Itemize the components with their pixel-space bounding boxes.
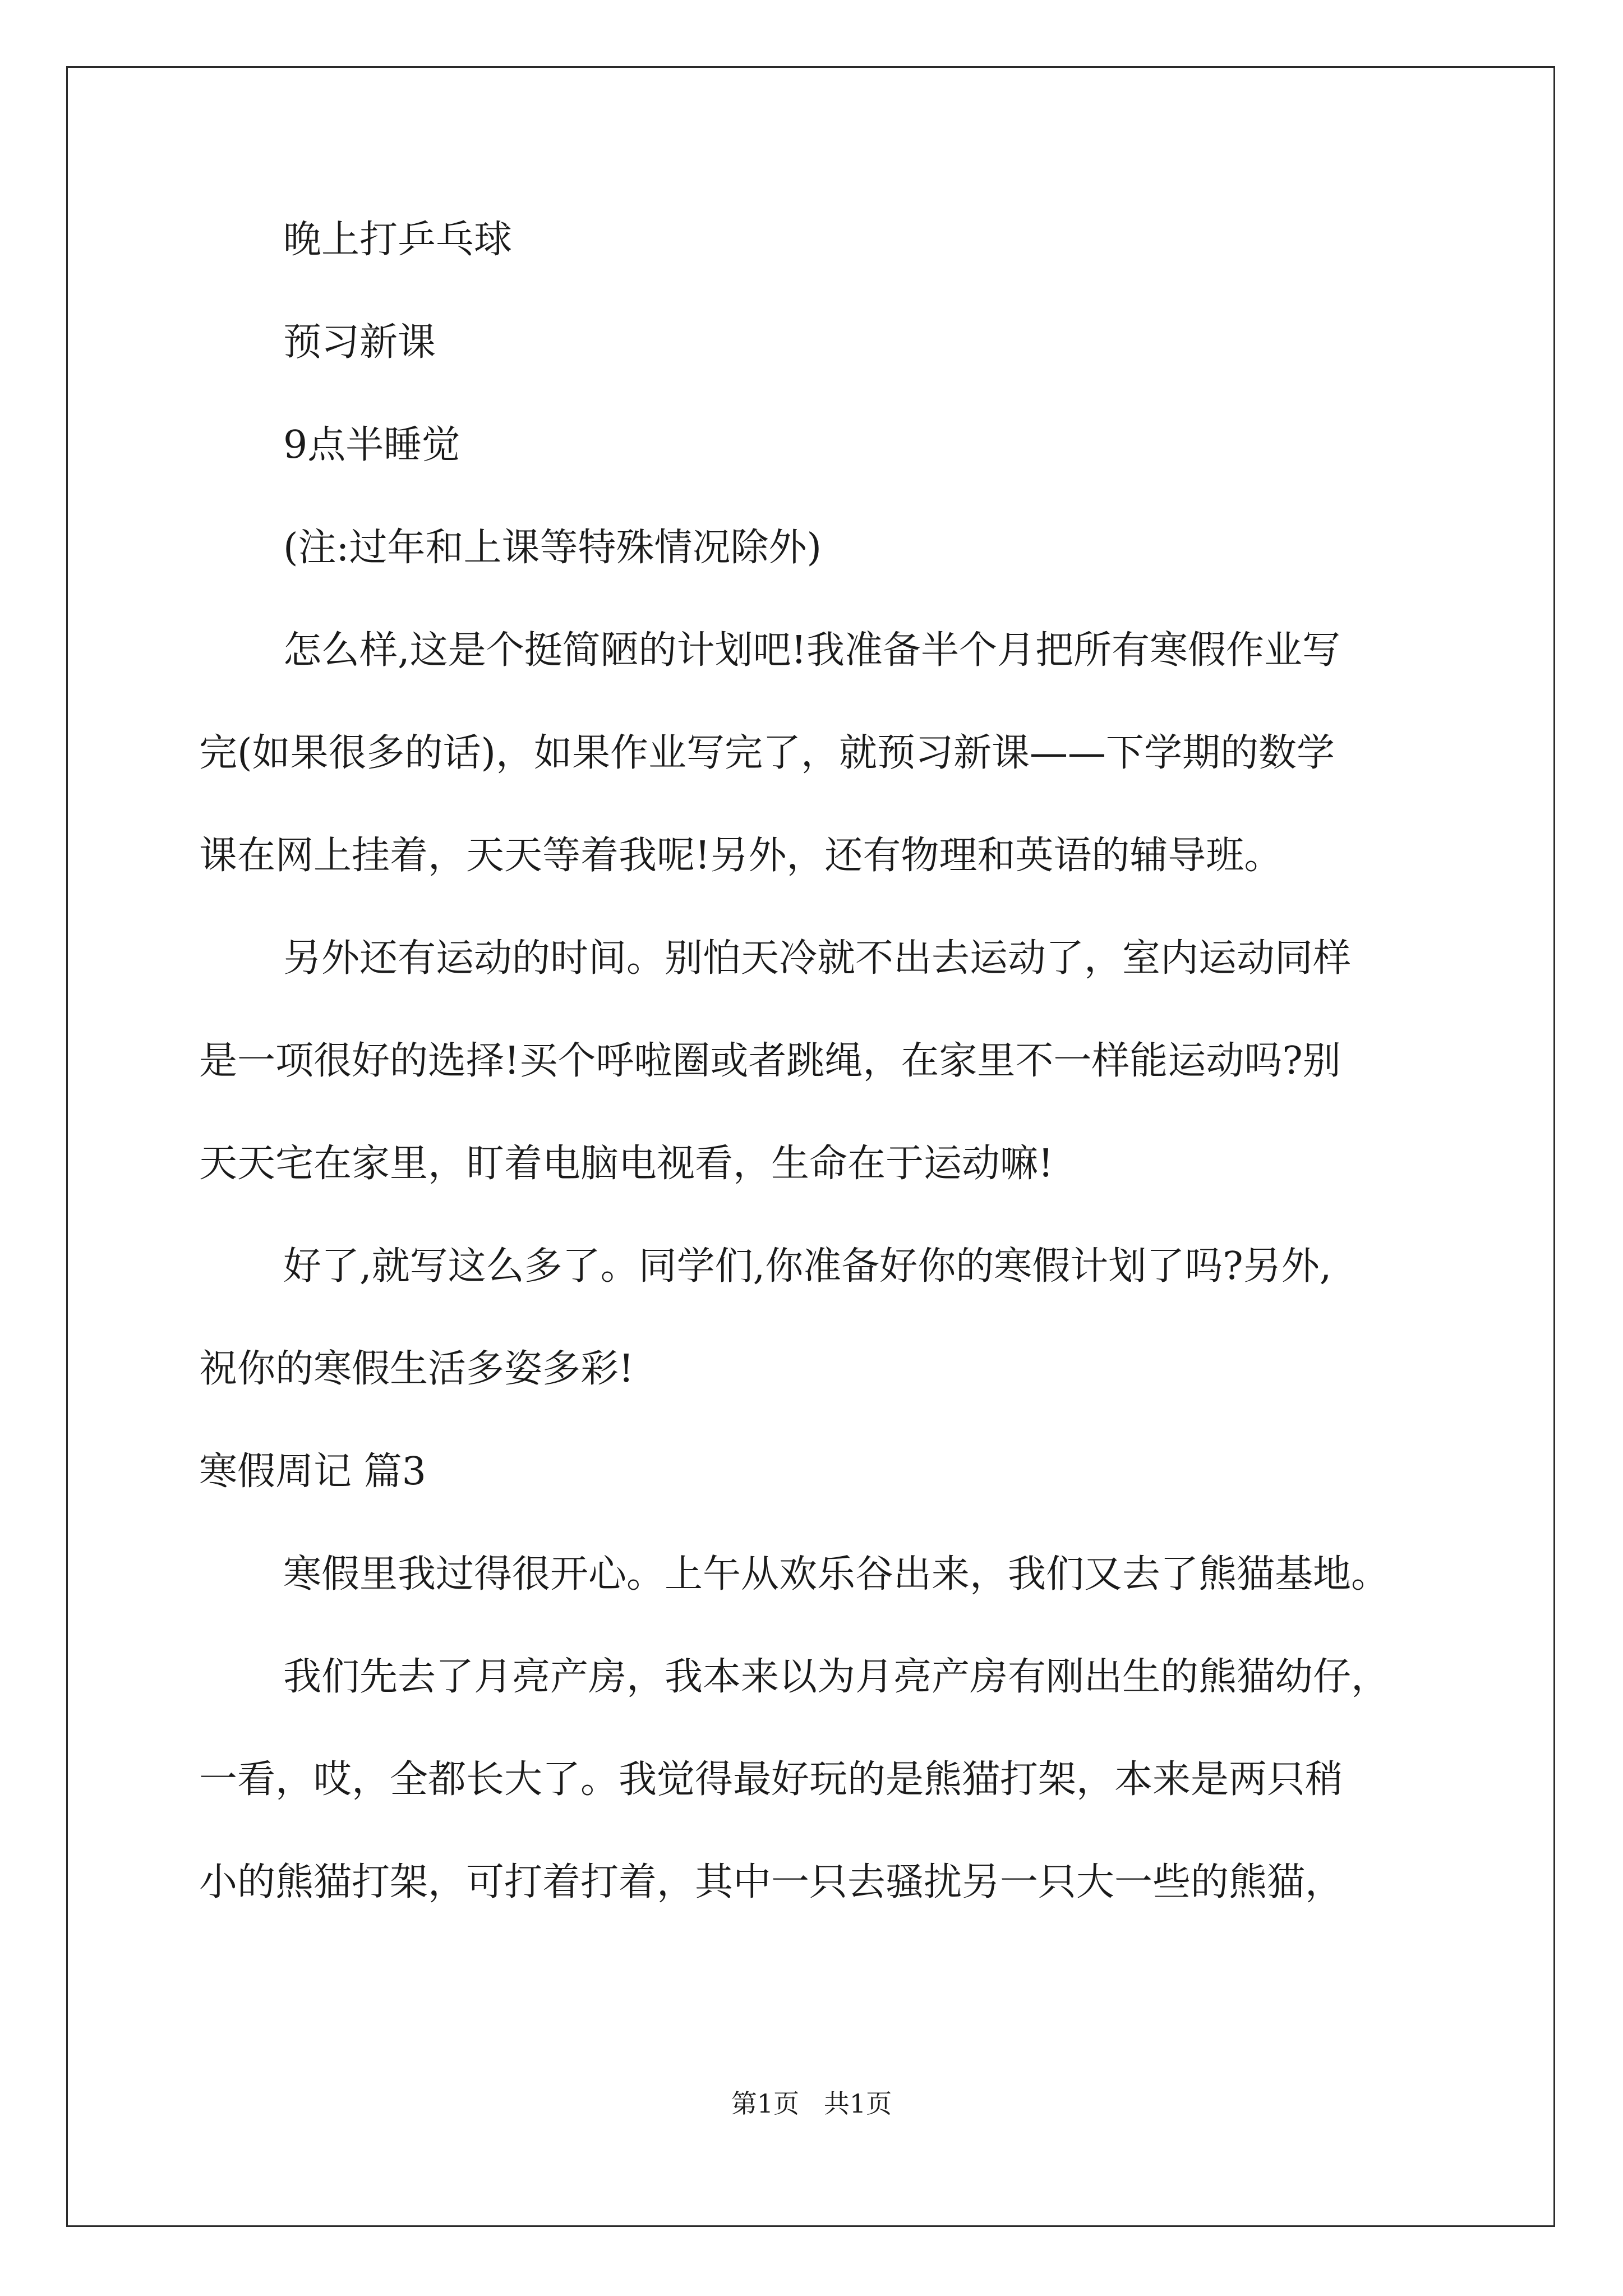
paragraph-line: 我们先去了月亮产房，我本来以为月亮产房有刚出生的熊猫幼仔， <box>283 1655 1390 1699</box>
paragraph-line: 寒假里我过得很开心。上午从欢乐谷出来，我们又去了熊猫基地。 <box>283 1552 1390 1596</box>
section-heading: 寒假周记 篇3 <box>199 1450 426 1494</box>
paragraph-line: 祝你的寒假生活多姿多彩! <box>199 1347 634 1391</box>
paragraph-line: 是一项很好的选择!买个呼啦圈或者跳绳，在家里不一样能运动吗?别 <box>199 1039 1341 1083</box>
text-line: (注:过年和上课等特殊情况除外) <box>283 526 822 570</box>
paragraph-line: 另外还有运动的时间。别怕天冷就不出去运动了，室内运动同样 <box>283 936 1352 981</box>
paragraph-line: 天天宅在家里，盯着电脑电视看，生命在于运动嘛! <box>199 1142 1054 1186</box>
paragraph-line: 怎么样,这是个挺简陋的计划吧!我准备半个月把所有寒假作业写 <box>283 628 1340 673</box>
text-line: 预习新课 <box>283 320 436 365</box>
text-line: 9点半睡觉 <box>283 423 460 467</box>
text-line: 晚上打乒乓球 <box>283 218 513 262</box>
paragraph-line: 一看，哎，全都长大了。我觉得最好玩的是熊猫打架，本来是两只稍 <box>199 1757 1344 1802</box>
paragraph-line: 课在网上挂着，天天等着我呢!另外，还有物理和英语的辅导班。 <box>199 834 1283 878</box>
paragraph-line: 完(如果很多的话)，如果作业写完了，就预习新课——下学期的数学 <box>199 731 1335 775</box>
paragraph-line: 好了,就写这么多了。同学们,你准备好你的寒假计划了吗?另外, <box>283 1244 1332 1289</box>
paragraph-line: 小的熊猫打架，可打着打着，其中一只去骚扰另一只大一些的熊猫， <box>199 1860 1344 1904</box>
page-footer: 第1页 共1页 <box>731 2088 892 2119</box>
